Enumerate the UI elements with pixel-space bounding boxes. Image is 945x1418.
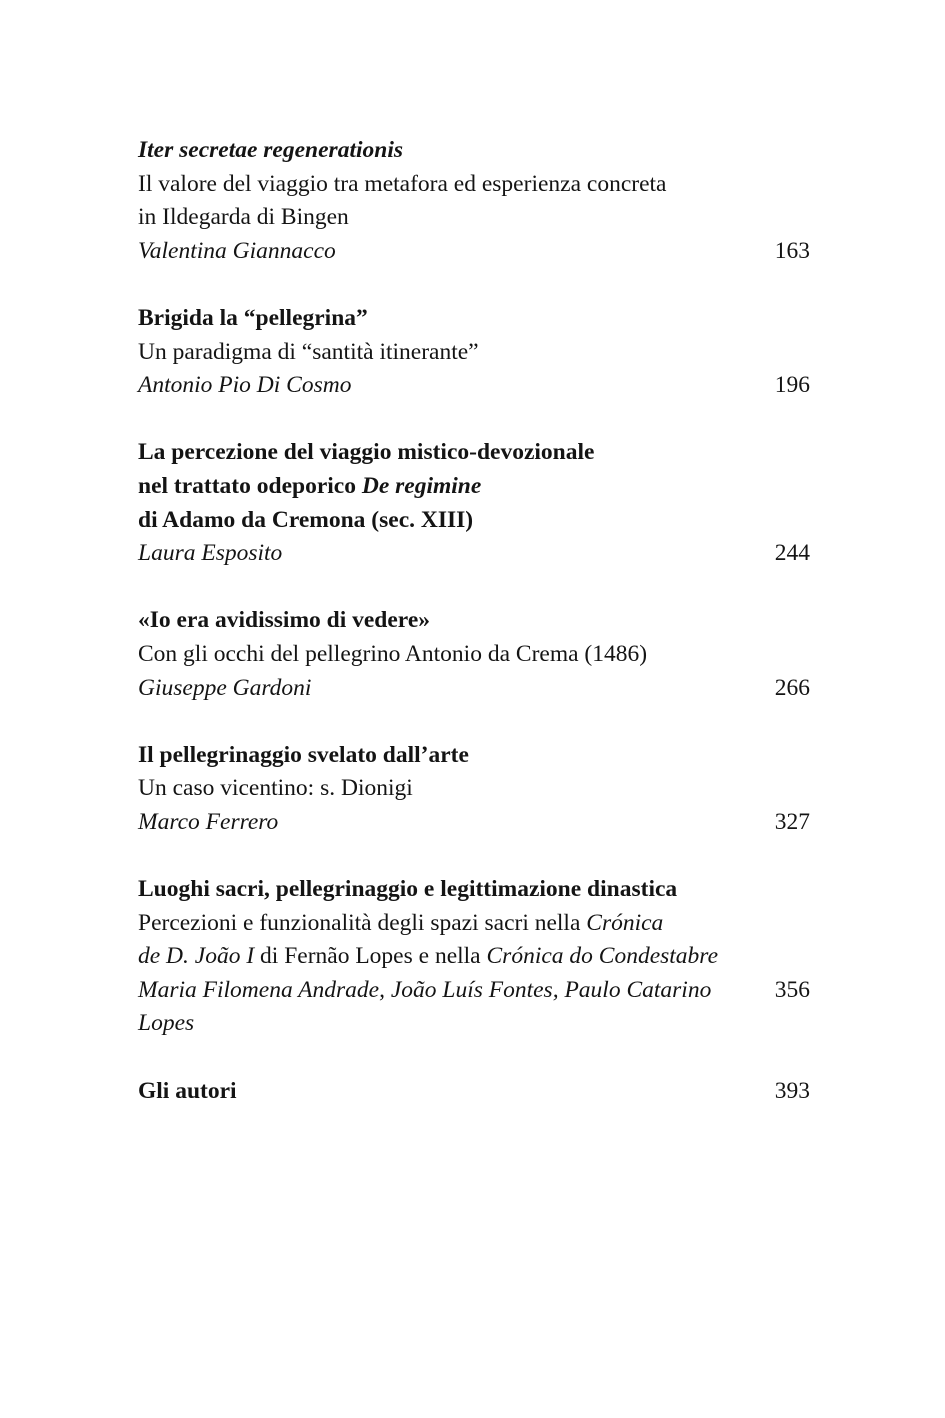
toc-list bbox=[138, 134, 810, 1108]
toc-line bbox=[138, 470, 810, 504]
toc-line bbox=[138, 537, 810, 571]
toc-text-segment: «Io era avidissimo di vedere» bbox=[138, 607, 430, 634]
toc-line bbox=[138, 504, 810, 538]
toc-line-text bbox=[138, 806, 278, 840]
toc-text-segment: Con gli occhi del pellegrino Antonio da Crema (1486) bbox=[138, 640, 648, 667]
toc-text-segment: Maria Filomena Andrade, João Luís Fontes, Paulo Catarino Lopes bbox=[138, 976, 718, 1037]
toc-text-segment: de D. João I bbox=[138, 943, 261, 970]
toc-entry bbox=[138, 436, 810, 570]
toc-line bbox=[138, 1075, 810, 1109]
toc-line bbox=[138, 168, 810, 202]
toc-page-number: 393 bbox=[774, 1077, 810, 1104]
toc-line bbox=[138, 907, 810, 941]
toc-page-number: 163 bbox=[774, 237, 810, 264]
toc-line bbox=[138, 336, 810, 370]
toc-line-text bbox=[138, 739, 469, 773]
toc-line-text bbox=[138, 940, 718, 974]
toc-line bbox=[138, 134, 810, 168]
toc-entry bbox=[138, 604, 810, 705]
toc-line-text bbox=[138, 470, 481, 504]
toc-entry bbox=[138, 739, 810, 840]
toc-text-segment: in Ildegarda di Bingen bbox=[138, 204, 349, 231]
toc-page-number: 356 bbox=[774, 976, 810, 1003]
toc-line-text bbox=[138, 537, 282, 571]
toc-line bbox=[138, 873, 810, 907]
toc-line-text bbox=[138, 369, 351, 403]
toc-page-number: 244 bbox=[774, 540, 810, 567]
toc-text-segment: Giuseppe Gardoni bbox=[138, 674, 312, 701]
toc-line bbox=[138, 940, 810, 974]
toc-page-number: 196 bbox=[774, 372, 810, 399]
toc-text-segment: Laura Esposito bbox=[138, 540, 283, 567]
toc-text-segment: Brigida la “pellegrina” bbox=[138, 304, 368, 331]
toc-line bbox=[138, 235, 810, 269]
toc-line-text bbox=[138, 974, 751, 1041]
toc-line-text bbox=[138, 168, 666, 202]
toc-text-segment: di Fernão Lopes e nella bbox=[260, 943, 487, 970]
toc-entry bbox=[138, 134, 810, 268]
toc-line-text bbox=[138, 504, 473, 538]
toc-entry bbox=[138, 873, 810, 1041]
toc-entry bbox=[138, 1075, 810, 1109]
toc-line bbox=[138, 638, 810, 672]
toc-text-segment: Antonio Pio Di Cosmo bbox=[138, 372, 352, 399]
toc-line-text bbox=[138, 907, 663, 941]
toc-line-text bbox=[138, 638, 647, 672]
toc-line bbox=[138, 974, 810, 1041]
toc-text-segment: De regimine bbox=[361, 472, 482, 499]
toc-text-segment: Iter secretae regenerationis bbox=[138, 137, 403, 163]
toc-line bbox=[138, 806, 810, 840]
toc-text-segment: La percezione del viaggio mistico-devozionale bbox=[138, 439, 595, 466]
toc-text-segment: Il valore del viaggio tra metafora ed esperienza concreta bbox=[138, 170, 667, 197]
toc-line-text bbox=[138, 604, 430, 638]
toc-text-segment: Luoghi sacri, pellegrinaggio e legittimazione dinastica bbox=[138, 876, 678, 903]
toc-page-number: 327 bbox=[774, 808, 810, 835]
toc-line bbox=[138, 302, 810, 336]
toc-line bbox=[138, 436, 810, 470]
toc-line bbox=[138, 672, 810, 706]
toc-line bbox=[138, 604, 810, 638]
toc-text-segment: Un paradigma di “santità itinerante” bbox=[138, 338, 479, 365]
toc-page-number: 266 bbox=[774, 674, 810, 701]
toc-text-segment: nel trattato odeporico bbox=[138, 472, 362, 499]
toc-text-segment: Un caso vicentino: s. Dionigi bbox=[138, 775, 413, 802]
toc-entry bbox=[138, 302, 810, 403]
toc-line-text bbox=[138, 134, 403, 168]
toc-line-text bbox=[138, 336, 479, 370]
toc-text-segment: Gli autori bbox=[138, 1077, 237, 1104]
toc-text-segment: Crónica bbox=[586, 909, 664, 936]
toc-line-text bbox=[138, 772, 413, 806]
toc-text-segment: Valentina Giannacco bbox=[138, 237, 336, 264]
toc-line bbox=[138, 772, 810, 806]
toc-line bbox=[138, 201, 810, 235]
toc-line-text bbox=[138, 235, 336, 269]
toc-line bbox=[138, 369, 810, 403]
toc-line-text bbox=[138, 672, 311, 706]
toc-text-segment: Crónica do Condestabre bbox=[486, 943, 719, 970]
toc-text-segment: Percezioni e funzionalità degli spazi sacri nella bbox=[138, 909, 587, 936]
toc-line bbox=[138, 739, 810, 773]
toc-text-segment: di Adamo da Cremona (sec. XIII) bbox=[138, 506, 474, 533]
toc-line-text bbox=[138, 436, 594, 470]
toc-line-text bbox=[138, 1075, 237, 1109]
toc-line-text bbox=[138, 302, 368, 336]
toc-text-segment: Marco Ferrero bbox=[138, 808, 279, 835]
toc-text-segment: Il pellegrinaggio svelato dall’arte bbox=[138, 741, 469, 768]
toc-line-text bbox=[138, 873, 677, 907]
toc-line-text bbox=[138, 201, 349, 235]
